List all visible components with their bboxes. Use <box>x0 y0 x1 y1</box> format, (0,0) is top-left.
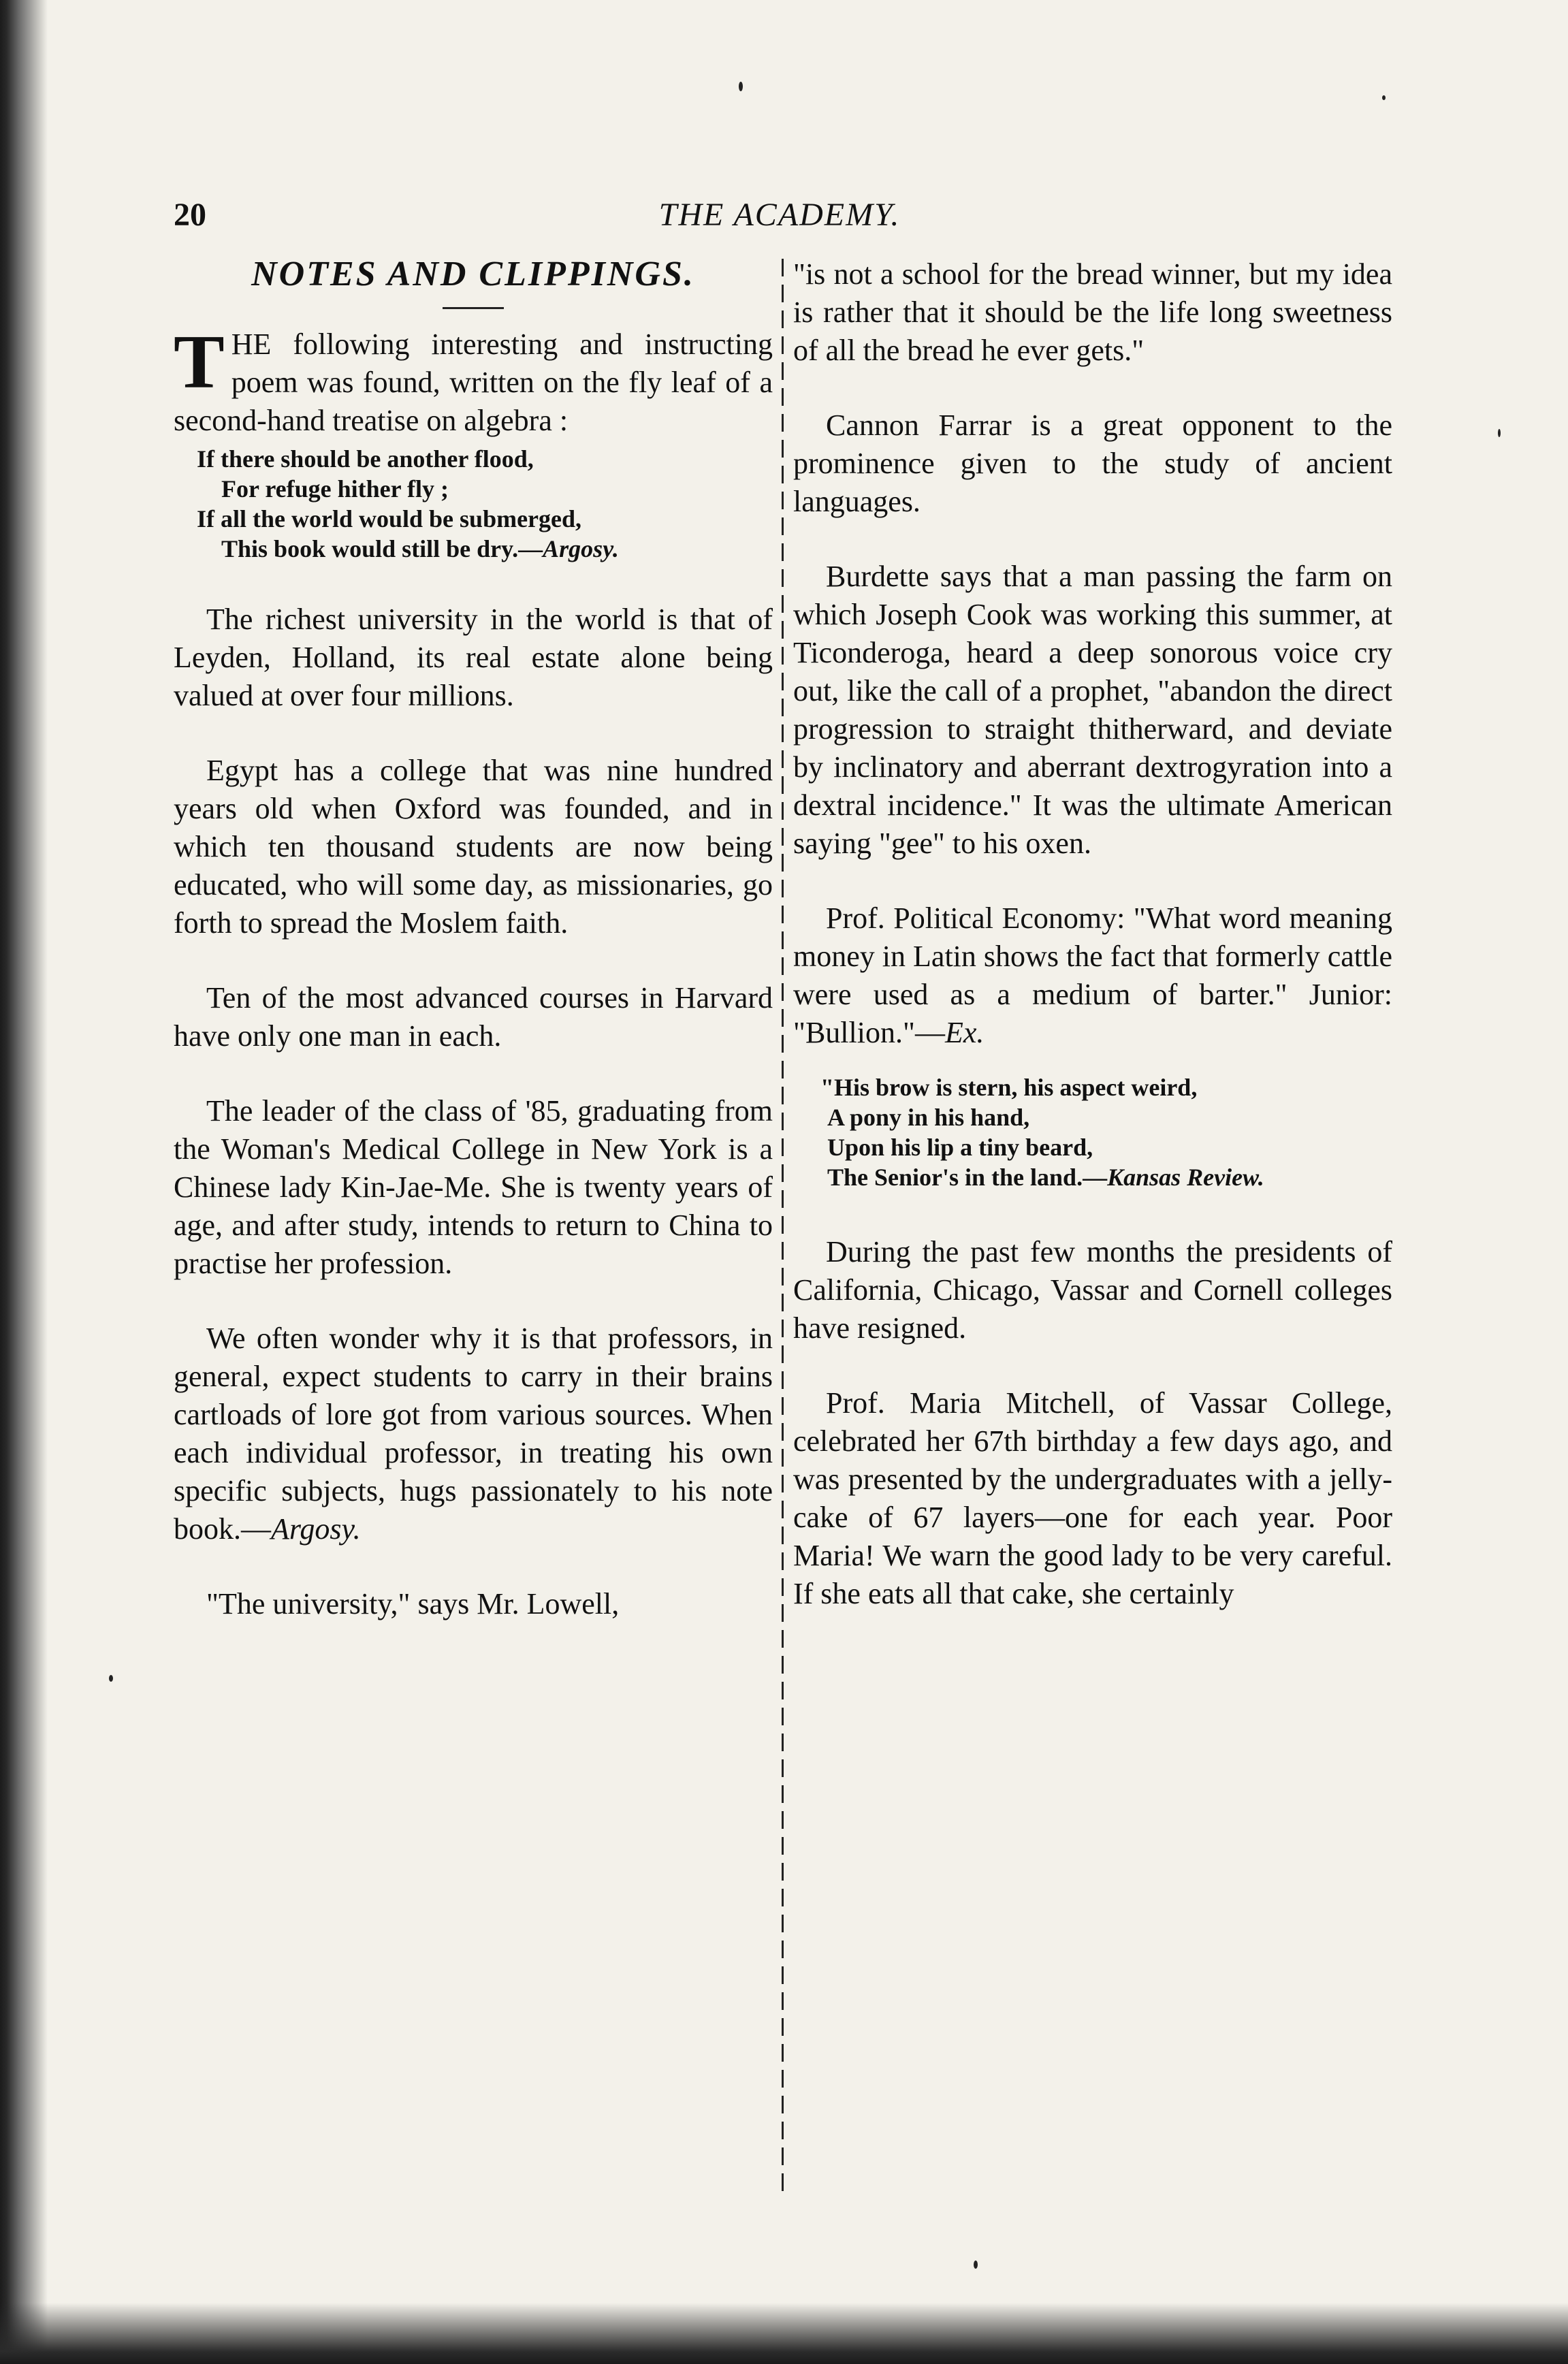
drop-cap: T <box>174 320 225 404</box>
political-economy-source: Ex. <box>944 1016 985 1049</box>
page-binding-edge <box>0 0 48 2364</box>
poem-line: For refuge hither fly ; <box>221 475 449 502</box>
ink-speck <box>1382 95 1386 100</box>
poem-line: "His brow is stern, his aspect weird, <box>820 1074 1198 1101</box>
poem-source: Kansas Review. <box>1107 1164 1264 1191</box>
poem-line-text: The Senior's in the land.— <box>827 1164 1108 1191</box>
ink-speck <box>974 2261 978 2269</box>
left-column <box>174 255 773 1623</box>
article-paragraph: Egypt has a college that was nine hundred years old when Oxford was founded, and in which ten thousand students are now being educated, who will some day, as missionaries, go forth to spread the Moslem faith. <box>174 754 773 940</box>
title-rule <box>443 307 504 309</box>
professors-source: Argosy. <box>271 1512 361 1546</box>
algebra-poem <box>174 444 773 564</box>
poem-source: Argosy. <box>543 535 619 562</box>
ink-speck <box>109 1675 113 1682</box>
lowell-paragraph: "The university," says Mr. Lowell, <box>206 1587 620 1620</box>
article-paragraph: Ten of the most advanced courses in Harvard have only one man in each. <box>174 981 773 1053</box>
page-header <box>174 196 1386 244</box>
political-economy-text: Prof. Political Economy: "What word meaning money in Latin shows the fact that formerly cattle were used as a medium of barter." Junior: "Bullion."— <box>793 901 1392 1049</box>
column-divider <box>782 259 784 2199</box>
section-title: NOTES AND CLIPPINGS. <box>251 255 695 293</box>
poem-line: Upon his lip a tiny beard, <box>827 1134 1093 1161</box>
running-title: THE ACADEMY. <box>658 197 901 233</box>
mitchell-paragraph: Prof. Maria Mitchell, of Vassar College, celebrated her 67th birthday a few days ago, and was presented by the undergraduates with a jelly-cake of 67 layers—one for each year. Poor Maria! We warn the good lady to be very careful. If she eats all that cake, she certainly <box>793 1386 1392 1610</box>
page-number: 20 <box>174 197 206 233</box>
poem-line-text: This book would still be dry.— <box>221 535 543 562</box>
burdette-paragraph: Burdette says that a man passing the farm on which Joseph Cook was working this summer, at Ticonderoga, heard a deep sonorous voice cry out, like the call of a prophet, "abandon the direct progression to straight thitherward, and deviate by inclinatory and aberrant dextrogyration into a dextral incidence." It was the ultimate American saying "gee" to his oxen. <box>793 560 1392 860</box>
poem-line <box>174 534 773 564</box>
presidents-paragraph: During the past few months the presidents of California, Chicago, Vassar and Cornell colleges have resigned. <box>793 1235 1392 1345</box>
political-economy-paragraph <box>793 899 1392 1052</box>
poem-line <box>793 1162 1392 1192</box>
article-paragraph: The leader of the class of '85, graduating from the Woman's Medical College in New York is a Chinese lady Kin-Jae-Me. She is twenty years of age, and after study, intends to return to China to practise her profession. <box>174 1094 773 1280</box>
poem-line: A pony in his hand, <box>827 1104 1030 1131</box>
lowell-continued: "is not a school for the bread winner, but my idea is rather that it should be the life long sweetness of all the bread he ever gets." <box>793 257 1392 367</box>
senior-poem <box>793 1072 1392 1192</box>
poem-line: If all the world would be submerged, <box>197 505 582 532</box>
intro-text: HE following interesting and instructing poem was found, written on the fly leaf of a second-hand treatise on algebra : <box>174 328 773 437</box>
professors-text: We often wonder why it is that professors, in general, expect students to carry in their brains cartloads of lore got from various sources. When each individual professor, in treating his own specific subjects, hugs passionately to his note book.— <box>174 1322 773 1546</box>
ink-speck <box>739 82 743 91</box>
ink-speck <box>1498 429 1501 437</box>
farrar-paragraph: Cannon Farrar is a great opponent to the prominence given to the study of ancient languages. <box>793 409 1392 518</box>
right-column <box>793 255 1392 1613</box>
page-bottom-edge <box>0 2303 1568 2364</box>
intro-paragraph <box>174 320 773 440</box>
poem-line: If there should be another flood, <box>197 445 534 473</box>
article-paragraph: The richest university in the world is that of Leyden, Holland, its real estate alone being valued at over four millions. <box>174 603 773 712</box>
professors-paragraph <box>174 1320 773 1548</box>
